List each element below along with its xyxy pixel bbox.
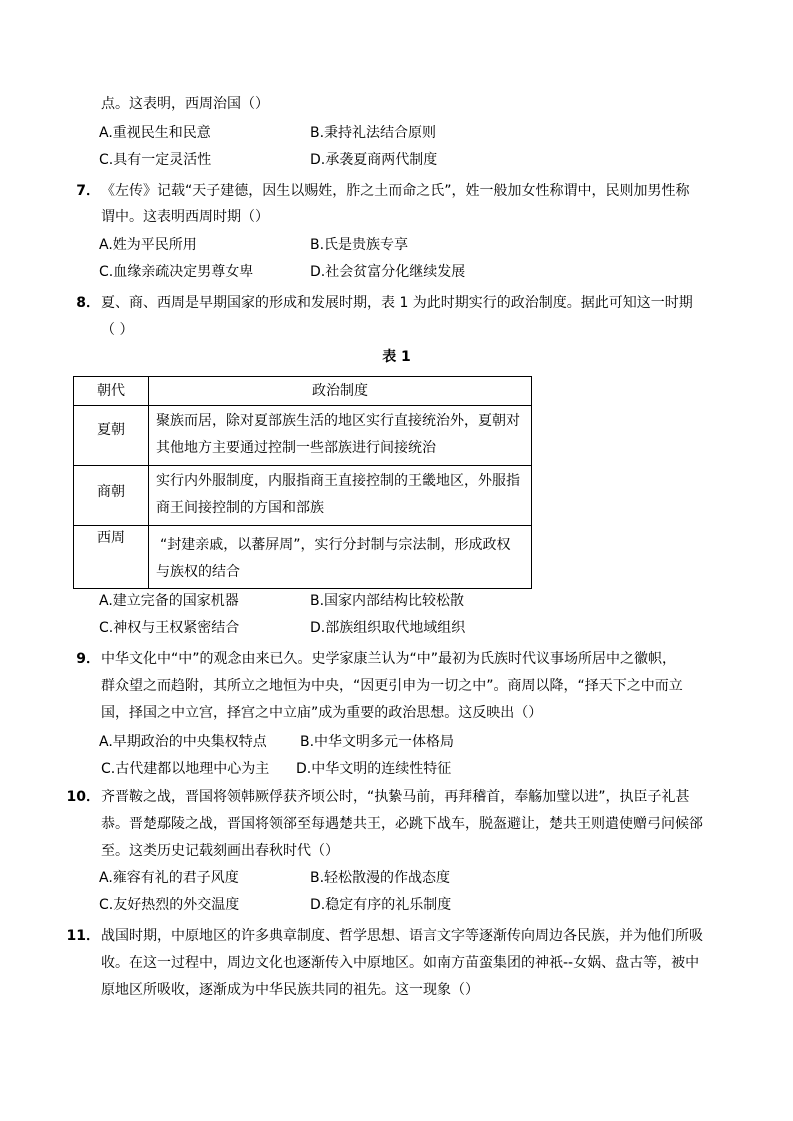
political-system-line: 与族权的结合 bbox=[156, 564, 240, 580]
dynasty-cell: 夏朝 bbox=[74, 406, 149, 466]
q9-option-d: D.中华文明的连续性特征 bbox=[296, 761, 452, 777]
q7-option-d: D.社会贫富分化继续发展 bbox=[310, 264, 466, 280]
table-header-row bbox=[74, 377, 532, 406]
q7-stem-line: 《左传》记载“天子建德，因生以赐姓，胙之土而命之氏”，姓一般加女性称谓中，民则加男性称 bbox=[101, 183, 690, 199]
dynasty-cell: 商朝 bbox=[74, 466, 149, 526]
political-system-line: 其他地方主要通过控制一些部族进行间接统治 bbox=[156, 440, 436, 456]
q6-option-b: B.秉持礼法结合原则 bbox=[310, 125, 437, 141]
q10-stem-line: 恭。晋楚鄢陵之战，晋国将领郤至每遇楚共王，必跳下战车，脱盔避让，楚共王则遣使赠弓问候郤 bbox=[101, 816, 703, 832]
table-row bbox=[74, 406, 532, 466]
q7-option-c: C.血缘亲疏决定男尊女卑 bbox=[99, 264, 254, 280]
table-row bbox=[74, 466, 532, 526]
political-system-cell bbox=[149, 526, 532, 589]
q8-stem-line: （ ） bbox=[101, 322, 134, 338]
q7-option-b: B.氏是贵族专享 bbox=[310, 237, 409, 253]
q8-option-c: C.神权与王权紧密结合 bbox=[99, 620, 240, 636]
table-header-dynasty: 朝代 bbox=[74, 377, 149, 406]
q8-number: 8． bbox=[76, 295, 100, 311]
q10-number: 10． bbox=[66, 789, 100, 805]
table-1 bbox=[73, 376, 532, 589]
q9-option-a: A.早期政治的中央集权特点 bbox=[99, 734, 267, 750]
q8-option-a: A.建立完备的国家机器 bbox=[99, 593, 239, 609]
q9-option-b: B.中华文明多元一体格局 bbox=[300, 734, 455, 750]
political-system-cell bbox=[149, 406, 532, 466]
dynasty-cell: 西周 bbox=[74, 526, 149, 589]
q8-option-b: B.国家内部结构比较松散 bbox=[310, 593, 465, 609]
q6-option-c: C.具有一定灵活性 bbox=[99, 152, 212, 168]
table-row bbox=[74, 526, 532, 589]
q11-stem-line: 战国时期，中原地区的许多典章制度、哲学思想、语言文字等逐渐传向周边各民族，并为他们所吸 bbox=[101, 928, 703, 944]
q9-option-c: C.古代建都以地理中心为主 bbox=[101, 761, 270, 777]
political-system-cell bbox=[149, 466, 532, 526]
q7-number: 7． bbox=[76, 183, 100, 199]
q10-option-a: A.雍容有礼的君子风度 bbox=[99, 870, 239, 886]
q10-option-c: C.友好热烈的外交温度 bbox=[99, 897, 240, 913]
political-system-line: 聚族而居，除对夏部族生活的地区实行直接统治外，夏朝对 bbox=[156, 413, 520, 429]
q7-option-a: A.姓为平民所用 bbox=[99, 237, 197, 253]
q8-stem-line: 夏、商、西周是早期国家的形成和发展时期，表 1 为此时期实行的政治制度。据此可知这一时期 bbox=[101, 295, 693, 311]
q11-stem-line: 收。在这一过程中，周边文化也逐渐传入中原地区。如南方苗蛮集团的神祇--女娲、盘古等，被中 bbox=[101, 955, 700, 971]
q11-number: 11． bbox=[66, 928, 100, 944]
political-system-line: “封建亲戚，以蕃屏周”，实行分封制与宗法制，形成政权 bbox=[160, 537, 511, 553]
q6-option-a: A.重视民生和民意 bbox=[99, 125, 211, 141]
q10-option-b: B.轻松散漫的作战态度 bbox=[310, 870, 451, 886]
table-caption: 表 1 bbox=[382, 349, 411, 365]
q10-stem-line: 齐晋鞍之战，晋国将领韩厥俘获齐顷公时，“执絷马前，再拜稽首，奉觞加璧以进”，执臣子礼甚 bbox=[101, 789, 690, 805]
q9-stem-line: 国，择国之中立宫，择宫之中立庙”成为重要的政治思想。这反映出（） bbox=[101, 705, 543, 721]
q10-stem-line: 至。这类历史记载刻画出春秋时代（） bbox=[101, 843, 339, 859]
table-header-political-system: 政治制度 bbox=[149, 377, 532, 406]
q9-number: 9． bbox=[76, 651, 100, 667]
q9-stem-line: 群众望之而趋附，其所立之地恒为中央，“因更引申为一切之中”。商周以降，“择天下之中而立 bbox=[101, 678, 683, 694]
q10-option-d: D.稳定有序的礼乐制度 bbox=[310, 897, 452, 913]
q7-stem-line: 谓中。这表明西周时期（） bbox=[101, 209, 269, 225]
q6-option-d: D.承袭夏商两代制度 bbox=[310, 152, 438, 168]
political-system-line: 商王间接控制的方国和部族 bbox=[156, 500, 324, 516]
q11-stem-line: 原地区所吸收，逐渐成为中华民族共同的祖先。这一现象（） bbox=[101, 982, 479, 998]
q6-stem-line: 点。这表明，西周治国（） bbox=[101, 96, 269, 112]
q8-option-d: D.部族组织取代地域组织 bbox=[310, 620, 466, 636]
political-system-line: 实行内外服制度，内服指商王直接控制的王畿地区，外服指 bbox=[156, 473, 520, 489]
q9-stem-line: 中华文化中“中”的观念由来已久。史学家康兰认为“中”最初为氏族时代议事场所居中之徽帜， bbox=[101, 651, 677, 667]
